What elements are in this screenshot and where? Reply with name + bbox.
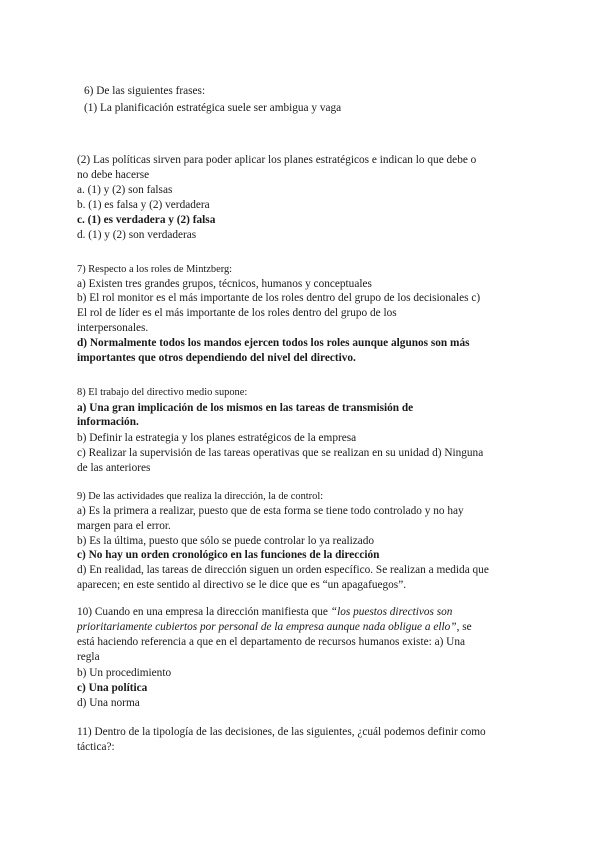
q7-line-a: a) Existen tres grandes grupos, técnicos, humanos y conceptuales xyxy=(77,278,372,290)
q7-answer-line1: d) Normalmente todos los mandos ejercen todos los roles aunque algunos son más xyxy=(77,337,470,349)
q9-answer: c) No hay un orden cronológico en las funciones de la dirección xyxy=(77,549,380,561)
q7-line-c-cont: interpersonales. xyxy=(77,322,149,334)
q6-option-a: a. (1) y (2) son falsas xyxy=(77,184,173,196)
q9-title: 9) De las actividades que realiza la dirección, la de control: xyxy=(77,491,324,502)
q10-title-line3: está haciendo referencia a que en el departamento de recursos humanos existe: a) Una xyxy=(77,636,465,648)
q6-statement-2-line2: no debe hacerse xyxy=(77,169,150,181)
q10-option-d: d) Una norma xyxy=(77,697,140,709)
q10-option-b: b) Un procedimiento xyxy=(77,667,172,679)
q8-title: 8) El trabajo del directivo medio supone: xyxy=(77,387,248,398)
q9-option-a: a) Es la primera a realizar, puesto que de esta forma se tiene todo controlado y no hay xyxy=(77,505,464,517)
q7-line-c: El rol de líder es el más importante de los roles dentro del grupo de los xyxy=(77,307,397,319)
q7-line-b: b) El rol monitor es el más importante de los roles dentro del grupo de los decisionales c) xyxy=(77,292,481,304)
q7-answer-line2: importantes que otros dependiendo del nivel del directivo. xyxy=(77,352,356,364)
q8-answer-line2: información. xyxy=(77,416,139,428)
q10-option-a-cont: regla xyxy=(77,651,100,663)
q9-option-a-cont: margen para el error. xyxy=(77,520,171,532)
q10-quote-part1: “los puestos directivos son xyxy=(330,606,453,618)
q8-option-d: de las anteriores xyxy=(77,462,151,474)
q6-option-d: d. (1) y (2) son verdaderas xyxy=(77,229,197,241)
q8-answer-line1: a) Una gran implicación de los mismos en las tareas de transmisión de xyxy=(77,402,414,414)
q9-option-d: d) En realidad, las tareas de dirección siguen un orden específico. Se realizan a medida que xyxy=(77,564,489,576)
q6-statement-2-line1: (2) Las políticas sirven para poder aplicar los planes estratégicos e indican lo que debe o xyxy=(77,154,477,166)
q10-title-line2 xyxy=(77,620,472,635)
q6-option-b: b. (1) es falsa y (2) verdadera xyxy=(77,199,210,211)
q8-option-c: c) Realizar la supervisión de las tareas operativas que se realizan en su unidad d) Ninguna xyxy=(77,447,484,459)
q9-option-b: b) Es la última, puesto que sólo se puede controlar lo ya realizado xyxy=(77,535,375,547)
q10-title-post: , se xyxy=(456,621,472,633)
q10-title-line1 xyxy=(77,605,452,620)
q10-answer: c) Una política xyxy=(77,682,148,694)
q7-title: 7) Respecto a los roles de Mintzberg: xyxy=(77,264,233,275)
q6-statement-1: (1) La planificación estratégica suele ser ambigua y vaga xyxy=(84,102,342,114)
q10-quote-part2: prioritariamente cubiertos por personal de la empresa aunque nada obligue a ello” xyxy=(77,621,457,633)
q10-title-pre: 10) Cuando en una empresa la dirección manifiesta que xyxy=(77,606,331,618)
q6-title: 6) De las siguientes frases: xyxy=(84,85,206,97)
q11-title-line1: 11) Dentro de la tipología de las decisiones, de las siguientes, ¿cuál podemos definir como xyxy=(77,726,486,738)
q6-option-c-correct: c. (1) es verdadera y (2) falsa xyxy=(77,214,216,226)
q8-option-b: b) Definir la estrategia y los planes estratégicos de la empresa xyxy=(77,432,357,444)
q9-option-d-cont: aparecen; en este sentido al directivo se le dice que es “un apagafuegos”. xyxy=(77,579,407,591)
q11-title-line2: táctica?: xyxy=(77,741,115,753)
